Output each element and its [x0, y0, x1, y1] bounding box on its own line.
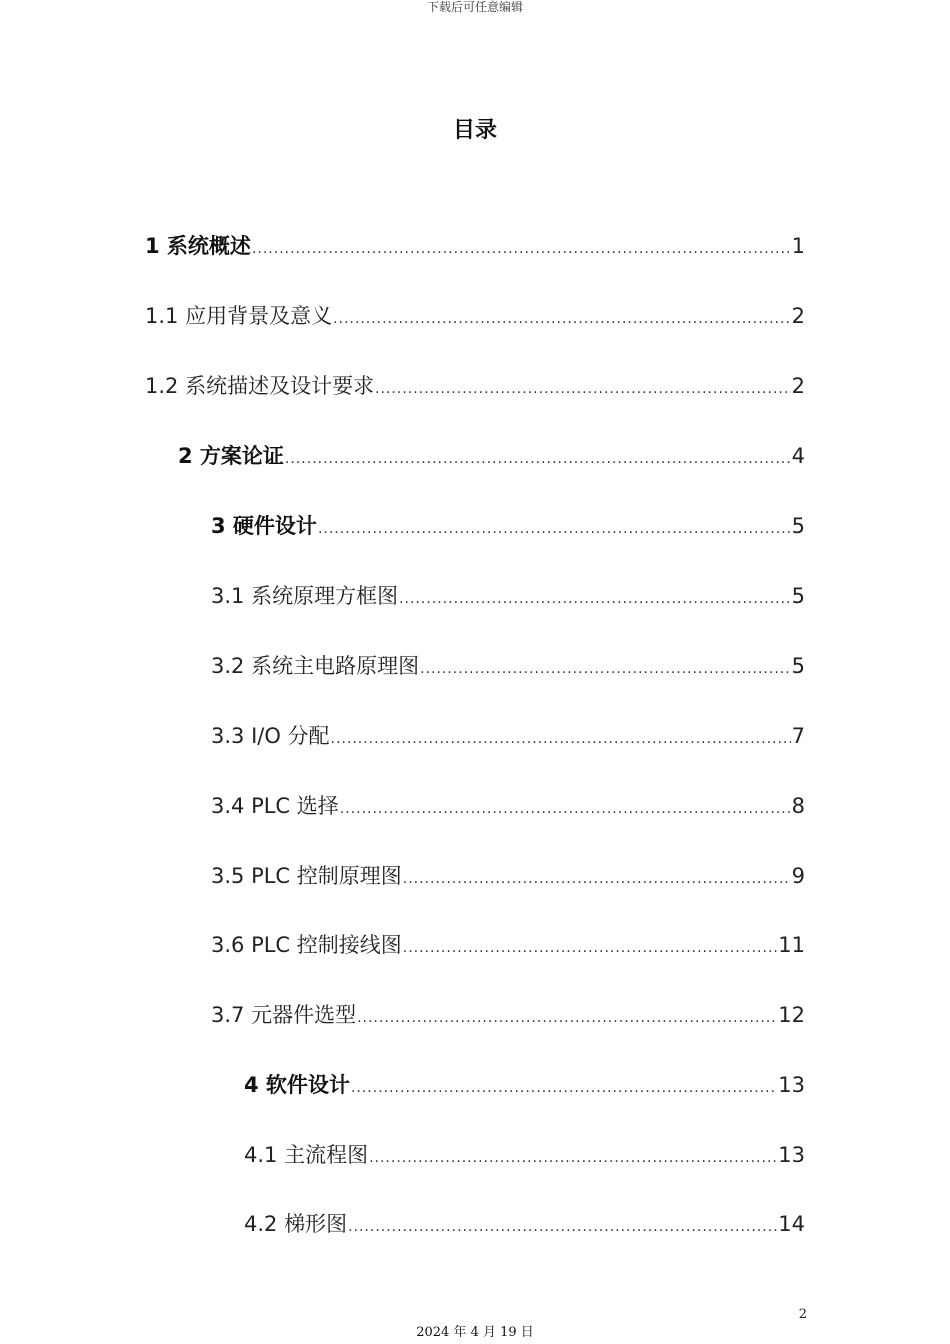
toc-entry[interactable]	[211, 579, 805, 613]
toc-entry[interactable]	[211, 998, 805, 1032]
toc-entry-page: 2	[791, 304, 805, 328]
toc-entry-label: 3.4 PLC 选择	[211, 794, 339, 818]
toc-entry-page: 1	[791, 234, 805, 258]
toc-entry-label: 4.1 主流程图	[244, 1143, 369, 1167]
footer-date: 2024 年 4 月 19 日	[416, 1325, 534, 1340]
dot-leader	[351, 1071, 777, 1105]
toc-entry[interactable]	[244, 1207, 805, 1241]
toc-entry[interactable]	[211, 719, 805, 753]
toc-entry-page: 14	[778, 1212, 805, 1236]
toc-entry-label: 3 硬件设计	[211, 514, 317, 538]
toc-entry-page: 5	[791, 654, 805, 678]
toc-entry-page: 9	[791, 864, 805, 888]
toc-entry[interactable]	[211, 509, 805, 543]
toc-entry-label: 3.6 PLC 控制接线图	[211, 933, 402, 957]
page-number: 2	[798, 1307, 807, 1322]
dot-leader	[420, 652, 791, 686]
dot-leader	[399, 582, 791, 616]
toc-entry-page: 4	[791, 444, 805, 468]
toc-entry[interactable]	[178, 439, 805, 473]
dot-leader	[403, 862, 791, 896]
dot-leader	[285, 442, 791, 476]
toc-entry-label: 4.2 梯形图	[244, 1212, 348, 1236]
dot-leader	[357, 1001, 777, 1035]
dot-leader	[318, 512, 791, 546]
dot-leader	[375, 372, 791, 406]
toc-entry-page: 2	[791, 374, 805, 398]
toc-entry-page: 11	[778, 933, 805, 957]
toc-entry-page: 12	[778, 1003, 805, 1027]
dot-leader	[369, 1141, 777, 1175]
toc-entry-label: 1.1 应用背景及意义	[145, 304, 333, 328]
toc-entry-page: 7	[791, 724, 805, 748]
dot-leader	[331, 722, 791, 756]
toc-entry-label: 4 软件设计	[244, 1073, 350, 1097]
toc-entry-page: 13	[778, 1073, 805, 1097]
toc-entry[interactable]	[211, 649, 805, 683]
toc-entry[interactable]	[145, 369, 805, 403]
dot-leader	[348, 1210, 777, 1244]
toc-entry[interactable]	[145, 299, 805, 333]
toc-entry[interactable]	[244, 1068, 805, 1102]
toc-entry-page: 5	[791, 584, 805, 608]
toc-entry-label: 3.1 系统原理方框图	[211, 584, 399, 608]
header-note: 下载后可任意编辑	[426, 0, 523, 14]
toc-entry-label: 3.5 PLC 控制原理图	[211, 864, 402, 888]
toc-entry-label: 3.7 元器件选型	[211, 1003, 357, 1027]
toc-entry-page: 13	[778, 1143, 805, 1167]
dot-leader	[403, 931, 777, 965]
dot-leader	[333, 302, 791, 336]
toc-entry[interactable]	[211, 928, 805, 962]
toc-entry-label: 3.3 I/O 分配	[211, 724, 330, 748]
dot-leader	[252, 232, 791, 266]
toc-entry-label: 3.2 系统主电路原理图	[211, 654, 420, 678]
toc-entry-page: 8	[791, 794, 805, 818]
toc-entry-label: 1.2 系统描述及设计要求	[145, 374, 375, 398]
dot-leader	[340, 792, 791, 826]
toc-entry-label: 1 系统概述	[145, 234, 251, 258]
toc-entry[interactable]	[211, 859, 805, 893]
toc-entry[interactable]	[244, 1138, 805, 1172]
toc-entry-label: 2 方案论证	[178, 444, 284, 468]
toc-entry[interactable]	[211, 789, 805, 823]
toc-title: 目录	[452, 118, 497, 143]
toc-entry-page: 5	[791, 514, 805, 538]
toc-entry[interactable]	[145, 229, 805, 263]
